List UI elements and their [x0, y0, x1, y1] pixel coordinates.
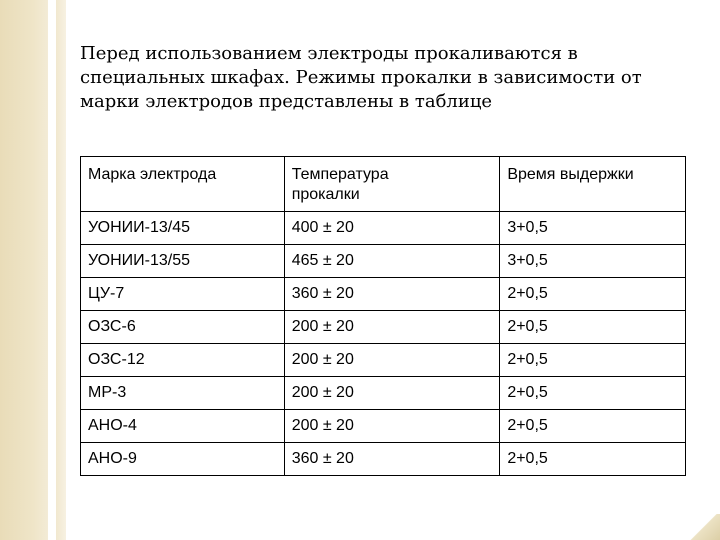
table-row: [81, 377, 686, 410]
cell-time: 2+0,5: [500, 443, 686, 476]
header-electrode-brand: Марка электрода: [81, 157, 285, 212]
cell-time: 3+0,5: [500, 212, 686, 245]
page-curl-decoration: [686, 514, 720, 540]
cell-brand: ЦУ-7: [81, 278, 285, 311]
intro-line-2: специальных шкафах. Режимы прокалки в зависимости от: [80, 67, 642, 88]
table-row: [81, 212, 686, 245]
cell-time: 2+0,5: [500, 377, 686, 410]
cell-temperature: 200 ± 20: [284, 410, 500, 443]
cell-time: 2+0,5: [500, 278, 686, 311]
header-temperature-line-2: прокалки: [291, 186, 360, 203]
cell-time: 2+0,5: [500, 344, 686, 377]
cell-temperature: 360 ± 20: [284, 443, 500, 476]
header-holding-time: Время выдержки: [500, 157, 686, 212]
table-row: [81, 410, 686, 443]
table-row: [81, 311, 686, 344]
decorative-side-stripe: [56, 0, 66, 540]
cell-brand: АНО-4: [81, 410, 285, 443]
table-row: [81, 278, 686, 311]
table-header-row: [81, 157, 686, 212]
cell-brand: МР-3: [81, 377, 285, 410]
intro-line-3: марки электродов представлены в таблице: [80, 91, 493, 112]
table-row: [81, 443, 686, 476]
cell-temperature: 400 ± 20: [284, 212, 500, 245]
cell-temperature: 465 ± 20: [284, 245, 500, 278]
intro-line-1: Перед использованием электроды прокаливаются в: [80, 43, 578, 64]
cell-temperature: 200 ± 20: [284, 377, 500, 410]
cell-brand: ОЗС-6: [81, 311, 285, 344]
header-temperature-line-1: Температура: [291, 166, 389, 183]
cell-time: 2+0,5: [500, 311, 686, 344]
header-baking-temperature: [284, 157, 500, 212]
decorative-side-band: [0, 0, 48, 540]
cell-time: 3+0,5: [500, 245, 686, 278]
intro-paragraph: [80, 42, 680, 114]
cell-temperature: 200 ± 20: [284, 311, 500, 344]
cell-temperature: 360 ± 20: [284, 278, 500, 311]
cell-temperature: 200 ± 20: [284, 344, 500, 377]
table-row: [81, 245, 686, 278]
cell-brand: УОНИИ-13/55: [81, 245, 285, 278]
table-row: [81, 344, 686, 377]
cell-brand: ОЗС-12: [81, 344, 285, 377]
cell-time: 2+0,5: [500, 410, 686, 443]
cell-brand: УОНИИ-13/45: [81, 212, 285, 245]
cell-brand: АНО-9: [81, 443, 285, 476]
electrode-baking-table: [80, 156, 686, 476]
